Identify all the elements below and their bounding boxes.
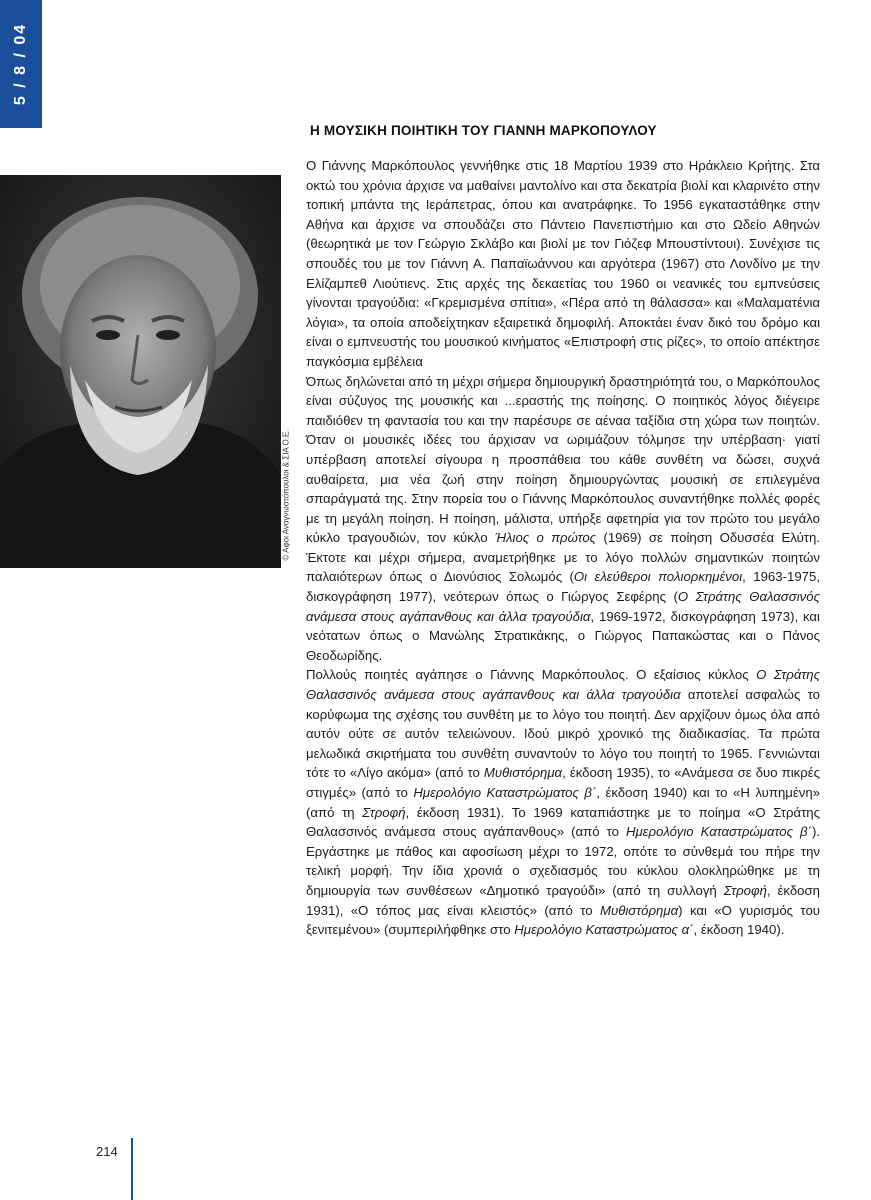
text-run: , έκδοση 1940) και το «Η λυπημένη» (από τη (306, 785, 821, 820)
date-tab (0, 0, 42, 128)
text-run: , έκδοση 1931). Το 1969 καταπιάστηκε με το ποίημα «Ο Στράτης Θαλασσινός ανάμεσα στους αγάπανθους» (από το (306, 804, 820, 840)
italic-title-run: Στροφή (723, 882, 767, 898)
text-run: , έκδοση 1931), «Ο τόπος μας είναι κλειστός» (από το (306, 882, 820, 918)
article-title: Η ΜΟΥΣΙΚΗ ΠΟΙΗΤΙΚΗ ΤΟΥ ΓΙΑΝΝΗ ΜΑΡΚΟΠΟΥΛΟΥ (310, 123, 657, 138)
italic-title-run: Οι ελεύθεροι πολιορκημένοι (573, 569, 743, 585)
paragraph (306, 372, 820, 666)
article-body (306, 156, 820, 940)
text-run: ). Εργάστηκε με πάθος και αφοσίωση μέχρι το 1972, οπότε το σύνθεμά του πήρε την τελική μορφή. Την ίδια χρονιά ο σχεδιασμός του κύκλου ολοκληρώθηκε με τη δημιουργία των συνθέσεων «Δημοτικό τραγούδι» (από τη συλλογή (306, 824, 820, 898)
text-run: , 1969-1972, δισκογράφηση 1973), και νεότατων όπως ο Μανώλης Στρατικάκης, ο Γιώργος Παπακώστας και ο Πάνος Θεοδωρίδης. (306, 608, 820, 663)
text-run: αποτελεί ασφαλώς το κορύφωμα της σχέσης του συνθέτη με το λόγο του ποιητή. Δεν αρχίζουν όμως όλα από αυτόν ούτε σε αυτόν τελειώνουν. Ιδού μικρό χρονικό της διαδικασίας. Τα πρώτα μελωδικά σκιρτήματα του συνθέτη συναντούν το λόγο του ποιητή το 1965. Γεννιώνται τότε το «Λίγο ακόμα» (από το (306, 687, 820, 781)
text-run: Πολλούς ποιητές αγάπησε ο Γιάννης Μαρκόπουλος. Ο εξαίσιος κύκλος (306, 667, 757, 683)
portrait-photo (0, 175, 281, 568)
photo-credit (276, 420, 296, 570)
text-run: Όπως δηλώνεται από τη μέχρι σήμερα δημιουργική δραστηριότητά του, ο Μαρκόπουλος είναι σύζυγος της μουσικής και ...εραστής της ποίησης. Ο ποιητικός λόγος διέγειρε παιδιόθεν τη φαντασία του και την παρέσυρε σε αέναα ταξίδια στη χώρα των ποιητών. Όταν οι μουσικές ιδέες του άρχισαν να ωριμάζουν τόλμησε την υπέρβαση· γιατί υπέρβαση αποτελεί σίγουρα η προσπάθεια του κάθε συνθέτη να δώσει, συχνά αυθαίρετα, μια νέα ζωή στην ποίηση δημιουργώντας μουσική σε επιλεγμένα σπαράγματά της. Στην πορεία του ο Γιάννης Μαρκόπουλος συναντήθηκε πολλές φορές με τη μεγάλη ποίηση. Η ποίηση, μάλιστα, υπήρξε αφετηρία για τον πρώτο του μεγάλο κύκλο τραγουδιών, τον κύκλο (306, 373, 820, 546)
page-number-rule (131, 1138, 133, 1200)
italic-title-run: Μυθιστόρημα (483, 765, 563, 781)
text-run: , έκδοση 1940). (693, 922, 785, 938)
italic-title-run: Ο Στράτης Θαλασσινός ανάμεσα στους αγάπανθους και άλλα τραγούδια (306, 589, 820, 624)
paragraph (306, 665, 820, 939)
paragraph (306, 156, 820, 372)
italic-title-run: Ο Στράτης Θαλασσινός ανάμεσα στους αγάπανθους και άλλα τραγούδια (306, 667, 821, 703)
text-run: (1969) σε ποίηση Οδυσσέα Ελύτη. Έκτοτε και μέχρι σήμερα, αναμετρήθηκε με το λόγο πολλών σημαντικών ποιητών παλαιότερων όπως ο Διονύσιος Σολωμός ( (306, 530, 821, 585)
italic-title-run: Μυθιστόρημα (599, 902, 679, 918)
date-label: 5 / 8 / 04 (12, 22, 30, 106)
italic-title-run: Ημερολόγιο Καταστρώματος β΄ (413, 785, 597, 800)
page-number: 214 (96, 1144, 118, 1159)
italic-title-run: Ημερολόγιο Καταστρώματος β΄ (625, 824, 812, 840)
text-run: ) και «Ο γυρισμός του ξενιτεμένου» (συμπεριλήφθηκε στο (306, 902, 820, 938)
text-run: , 1963-1975, δισκογράφηση 1977), νεότερων όπως ο Γιώργος Σεφέρης ( (306, 569, 820, 605)
portrait-illustration (0, 175, 281, 568)
photo-credit-text: © Αφοι Αναγνωστόπουλοι & ΣΙΑ Ο.Ε. (281, 429, 291, 561)
text-run: , έκδοση 1935), το «Ανάμεσα σε δυο πικρές στιγμές» (από το (306, 765, 820, 800)
text-run: Ο Γιάννης Μαρκόπουλος γεννήθηκε στις 18 Μαρτίου 1939 στο Ηράκλειο Κρήτης. Στα οκτώ του χρόνια άρχισε να μαθαίνει μαντολίνο και στα δεκατρία βιολί και κλαρινέτο στην τοπική μπάντα της Ιεράπετρας, όπου και ανατράφηκε. Το 1956 εγκαταστάθηκε στην Αθήνα και άρχισε να σπουδάζει στο Πάντειο Πανεπιστήμιο και στο Ωδείο Αθηνών (θεωρητικά με τον Γεώργιο Σκλάβο και βιολί με τον Γιόζεφ Μπουστίντουι). Συνέχισε τις σπουδές του με τον Γιάννη Α. Παπαϊωάννου και αργότερα (1967) στο Λονδίνο με την Ελίζαμπεθ Λιούτιενς. Στις αρχές της δεκαετίας του 1960 οι νεανικές του εμπνεύσεις γίνονται τραγούδια: «Γκρεμισμένα σπίτια», «Πέρα από τη θάλασσα» και «Μαλαματένια λόγια», τα οποία αποδείχτηκαν εξαιρετικά δημοφιλή. Αποκτάει έναν δικό του δρόμο και είναι ο εμπνευστής του μουσικού κινήματος «Επιστροφή στις ρίζες», το οποίο απέκτησε παγκόσμια εμβέλεια (306, 158, 820, 369)
italic-title-run: Στροφή (362, 804, 406, 820)
italic-title-run: Ημερολόγιο Καταστρώματος α΄ (514, 922, 694, 938)
italic-title-run: Ήλιος ο πρώτος (494, 530, 597, 546)
